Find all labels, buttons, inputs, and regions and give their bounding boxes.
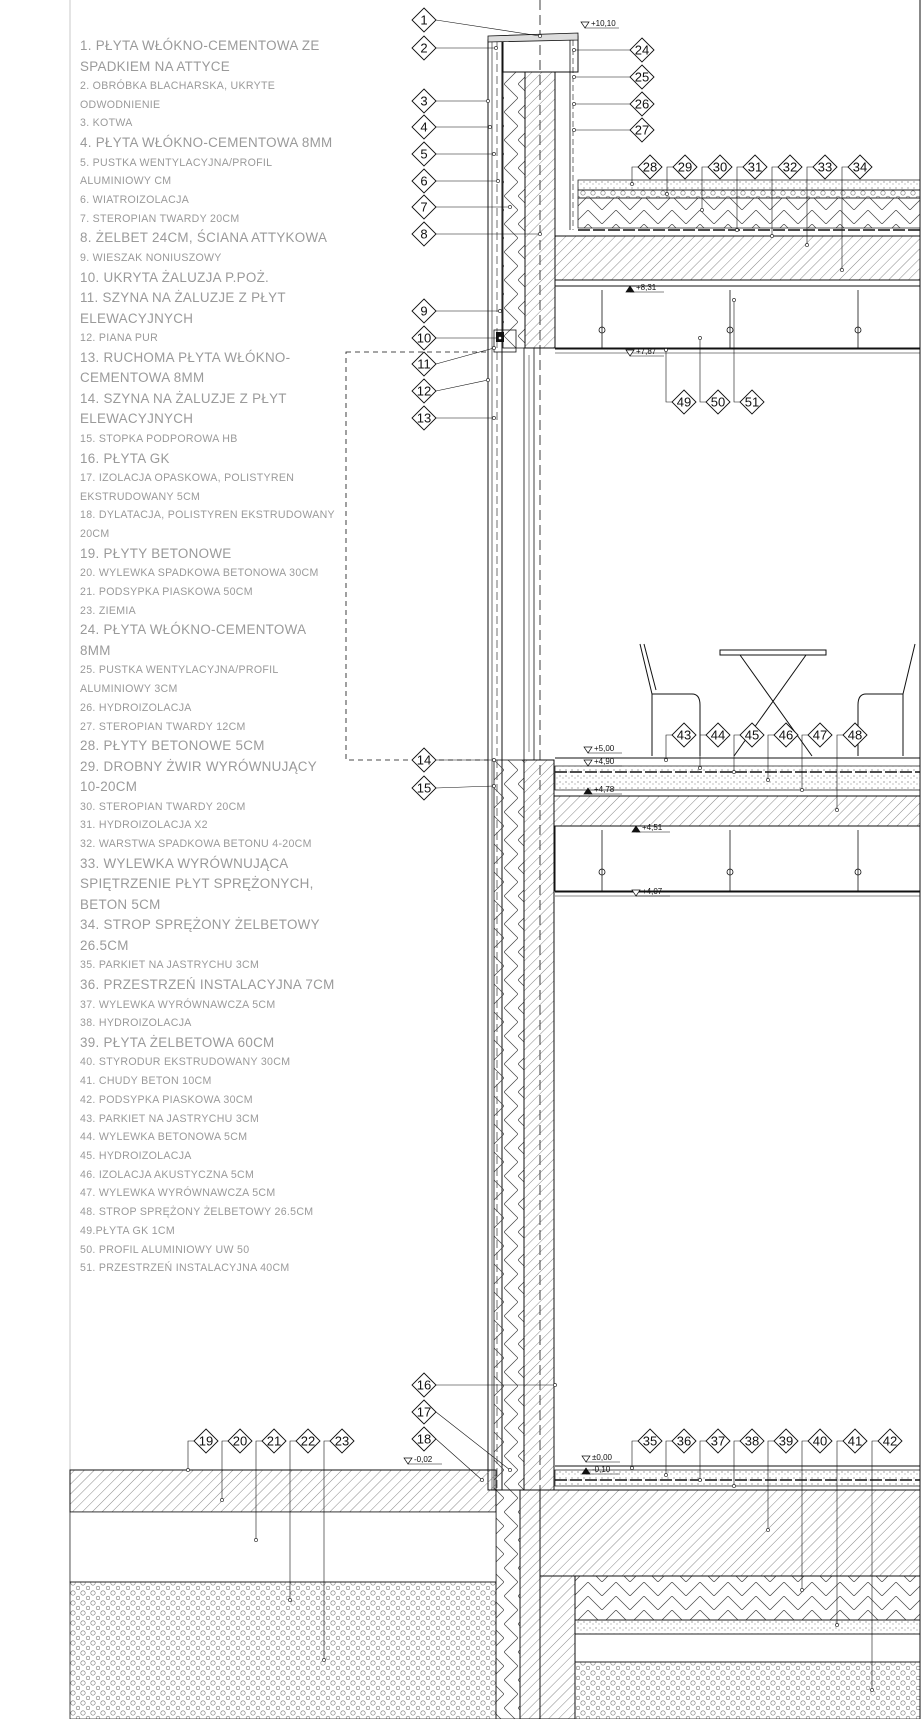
legend-item: 50. PROFIL ALUMINIOWY UW 50	[80, 1243, 250, 1256]
callout-tag-51	[732, 298, 764, 414]
legend-item: 35. PARKIET NA JASTRYCHU 3CM	[80, 959, 260, 972]
callout-tag-label: 41	[847, 1433, 863, 1449]
callout-tag-label: 5	[420, 146, 428, 162]
callout-tag-label: 47	[812, 727, 828, 743]
callout-tag-2	[412, 36, 498, 60]
legend-item: 5. PUSTKA WENTYLACYJNA/PROFIL ALUMINIOWY CM	[80, 156, 272, 188]
legend-item: 3. KOTWA	[80, 117, 133, 130]
callout-tag-label: 23	[334, 1433, 350, 1449]
legend-item: 32. WARSTWA SPADKOWA BETONU 4-20CM	[80, 838, 312, 851]
callout-tag-label: 4	[420, 119, 428, 135]
callout-tag-label: 3	[420, 93, 428, 109]
callout-tag-36	[664, 1429, 696, 1477]
callout-tag-label: 43	[676, 727, 692, 743]
callout-tag-label: 45	[744, 727, 760, 743]
callout-tag-label: 27	[634, 122, 650, 138]
level-marker	[404, 1455, 442, 1464]
legend-item: 49.PŁYTA GK 1CM	[80, 1224, 175, 1237]
callout-tag-label: 33	[817, 159, 833, 175]
callout-tag-label: 49	[676, 394, 692, 410]
legend-item: 47. WYLEWKA WYRÓWNAWCZA 5CM	[80, 1187, 276, 1200]
callout-tag-label: 9	[420, 303, 428, 319]
ground-floor	[496, 1466, 920, 1719]
level-value: +5,00	[594, 744, 615, 753]
legend-item: 19. PŁYTY BETONOWE	[80, 545, 232, 561]
legend-item: 9. WIESZAK NONIUSZOWY	[80, 251, 222, 264]
legend-item: 16. PŁYTA GK	[80, 450, 170, 466]
callout-tag-label: 50	[710, 394, 726, 410]
callout-tag-27	[572, 118, 654, 142]
callout-tag-label: 40	[812, 1433, 828, 1449]
legend-item: 4. PŁYTA WŁÓKNO-CEMENTOWA 8MM	[80, 135, 333, 151]
legend-item: 46. IZOLACJA AKUSTYCZNA 5CM	[80, 1168, 255, 1181]
callout-tag-25	[572, 65, 654, 89]
callout-tag-label: 37	[710, 1433, 726, 1449]
callout-tag-label: 28	[642, 159, 658, 175]
callout-tag-26	[572, 92, 654, 116]
level-marker	[626, 283, 664, 292]
legend-item: 48. STROP SPRĘŻONY ŻELBETOWY 26.5CM	[80, 1206, 314, 1219]
callout-tag-49	[664, 348, 696, 414]
callout-tag-6	[412, 169, 500, 193]
legend-item: 37. WYLEWKA WYRÓWNAWCZA 5CM	[80, 998, 276, 1011]
level-value: +4,78	[594, 785, 615, 794]
legend-item: 38. HYDROIZOLACJA	[80, 1017, 192, 1030]
level-value: -0,02	[414, 1455, 433, 1464]
callout-tag-label: 21	[266, 1433, 282, 1449]
legend-item: 8. ŻELBET 24CM, ŚCIANA ATTYKOWA	[80, 230, 328, 246]
legend-item: 17. IZOLACJA OPASKOWA, POLISTYREN EKSTRUDOWANY 5CM	[80, 472, 295, 503]
callout-tag-label: 44	[710, 727, 726, 743]
legend-item: 11. SZYNA NA ŻALUZJE Z PŁYT ELEWACYJNYCH	[80, 290, 286, 326]
legend-item: 10. UKRYTA ŻALUZJA P.POŻ.	[80, 269, 270, 285]
legend-item: 39. PŁYTA ŻELBETOWA 60CM	[80, 1034, 275, 1050]
level-marker	[581, 19, 619, 28]
legend-item: 30. STEROPIAN TWARDY 20CM	[80, 800, 246, 813]
legend-item: 2. OBRÓBKA BLACHARSKA, UKRYTE ODWODNIENIE	[80, 80, 276, 111]
legend-item: 44. WYLEWKA BETONOWA 5CM	[80, 1131, 248, 1144]
legend-item: 41. CHUDY BETON 10CM	[80, 1075, 212, 1088]
legend-item: 26. HYDROIZOLACJA	[80, 701, 192, 714]
callout-tag-label: 34	[852, 159, 868, 175]
callout-tag-35	[630, 1429, 662, 1470]
callout-tag-label: 7	[420, 199, 428, 215]
callout-tag-label: 51	[744, 394, 760, 410]
callout-tag-43	[664, 723, 696, 762]
callout-tag-label: 18	[416, 1431, 432, 1447]
callout-tag-label: 32	[782, 159, 798, 175]
callout-tag-label: 35	[642, 1433, 658, 1449]
callout-tag-label: 26	[634, 96, 650, 112]
callout-tag-label: 14	[416, 752, 432, 768]
legend-item: 18. DYLATACJA, POLISTYREN EKSTRUDOWANY 20CM	[80, 509, 335, 541]
callout-tag-label: 19	[198, 1433, 214, 1449]
level-value: +10,10	[591, 19, 616, 28]
level-value: +7,87	[636, 347, 657, 356]
callout-tag-3	[412, 89, 490, 113]
callout-tag-11	[412, 346, 496, 376]
level-marker	[582, 1453, 620, 1462]
callout-tag-label: 8	[420, 226, 428, 242]
callout-tag-label: 2	[420, 40, 428, 56]
legend-item: 13. RUCHOMA PŁYTA WŁÓKNO-CEMENTOWA 8MM	[80, 349, 291, 386]
callout-tag-label: 22	[300, 1433, 316, 1449]
callout-tag-label: 17	[416, 1404, 432, 1420]
callout-tag-14	[412, 748, 496, 772]
callout-tag-15	[412, 776, 496, 800]
legend-item: 14. SZYNA NA ŻALUZJE Z PŁYT ELEWACYJNYCH	[80, 390, 287, 427]
callout-tag-7	[412, 195, 512, 219]
legend-item: 42. PODSYPKA PIASKOWA 30CM	[80, 1093, 253, 1106]
exterior-ground	[70, 1470, 496, 1719]
level-value: +4,07	[642, 887, 663, 896]
legend-item: 12. PIANA PUR	[80, 332, 159, 345]
callout-tag-label: 24	[634, 42, 650, 58]
callout-tag-label: 11	[417, 356, 431, 372]
callout-tag-44	[698, 723, 730, 770]
callout-tag-label: 16	[416, 1377, 432, 1393]
callout-tag-24	[572, 38, 654, 62]
level-value: ±0,00	[592, 1453, 612, 1462]
callout-tag-label: 20	[232, 1433, 248, 1449]
level-value: +8,31	[636, 283, 657, 292]
legend-item: 7. STEROPIAN TWARDY 20CM	[80, 212, 240, 225]
callout-tag-label: 13	[416, 410, 432, 426]
callout-tag-label: 38	[744, 1433, 760, 1449]
callout-tag-13	[412, 406, 496, 430]
callout-tag-label: 29	[677, 159, 693, 175]
legend-item: 6. WIATROIZOLACJA	[80, 194, 190, 207]
legend-item: 28. PŁYTY BETONOWE 5CM	[80, 738, 265, 754]
callout-tag-19	[186, 1429, 218, 1472]
callout-tag-4	[412, 115, 492, 139]
callout-tag-label: 42	[882, 1433, 898, 1449]
legend-item: 40. STYRODUR EKSTRUDOWANY 30CM	[80, 1056, 291, 1069]
legend-item: 25. PUSTKA WENTYLACYJNA/PROFIL ALUMINIOWY 3CM	[80, 664, 279, 696]
callout-tag-12	[412, 378, 490, 403]
callout-tag-5	[412, 142, 496, 166]
legend-item: 23. ZIEMIA	[80, 604, 136, 617]
callout-tag-label: 48	[847, 727, 863, 743]
callout-tag-label: 39	[778, 1433, 794, 1449]
legend-item: 20. WYLEWKA SPADKOWA BETONOWA 30CM	[80, 567, 319, 580]
legend-item: 43. PARKIET NA JASTRYCHU 3CM	[80, 1112, 260, 1125]
legend-item: 34. STROP SPRĘŻONY ŻELBETOWY 26.5CM	[80, 917, 320, 953]
callout-tag-1	[412, 8, 542, 38]
middle-floor	[554, 758, 920, 896]
legend-item: 45. HYDROIZOLACJA	[80, 1150, 192, 1162]
callout-tag-label: 10	[416, 330, 432, 346]
callout-tag-label: 12	[416, 383, 432, 399]
legend-item: 29. DROBNY ŻWIR WYRÓWNUJĄCY 10-20CM	[80, 758, 317, 795]
callout-tag-label: 6	[420, 173, 428, 189]
upper-slab	[555, 286, 920, 353]
legend-item: 51. PRZESTRZEŃ INSTALACYJNA 40CM	[80, 1262, 290, 1275]
callout-tag-label: 25	[634, 69, 650, 85]
legend-item: 33. WYLEWKA WYRÓWNUJĄCA SPIĘTRZENIE PŁYT SPRĘŻONYCH, BETON 5CM	[80, 855, 314, 912]
callout-tag-label: 46	[778, 727, 794, 743]
callout-tag-label: 1	[420, 12, 428, 28]
callout-tag-label: 15	[416, 780, 432, 796]
legend-item: 21. PODSYPKA PIASKOWA 50CM	[80, 586, 253, 599]
level-value: +4,90	[594, 757, 615, 766]
callout-tag-label: 31	[747, 159, 763, 175]
level-value: +4,51	[642, 823, 663, 832]
legend-item: 31. HYDROIZOLACJA X2	[80, 819, 208, 832]
legend-item: 15. STOPKA PODPOROWA HB	[80, 432, 238, 445]
callout-tag-label: 30	[712, 159, 728, 175]
legend-item: 24. PŁYTA WŁÓKNO-CEMENTOWA 8MM	[80, 622, 306, 658]
level-marker	[584, 744, 622, 753]
level-value: -0,10	[592, 1465, 611, 1474]
callout-tag-label: 36	[676, 1433, 692, 1449]
legend-item: 1. PŁYTA WŁÓKNO-CEMENTOWA ZE SPADKIEM NA ATTYCE	[80, 38, 320, 74]
legend-item: 36. PRZESTRZEŃ INSTALACYJNA 7CM	[80, 977, 335, 993]
legend-item: 27. STEROPIAN TWARDY 12CM	[80, 720, 246, 733]
